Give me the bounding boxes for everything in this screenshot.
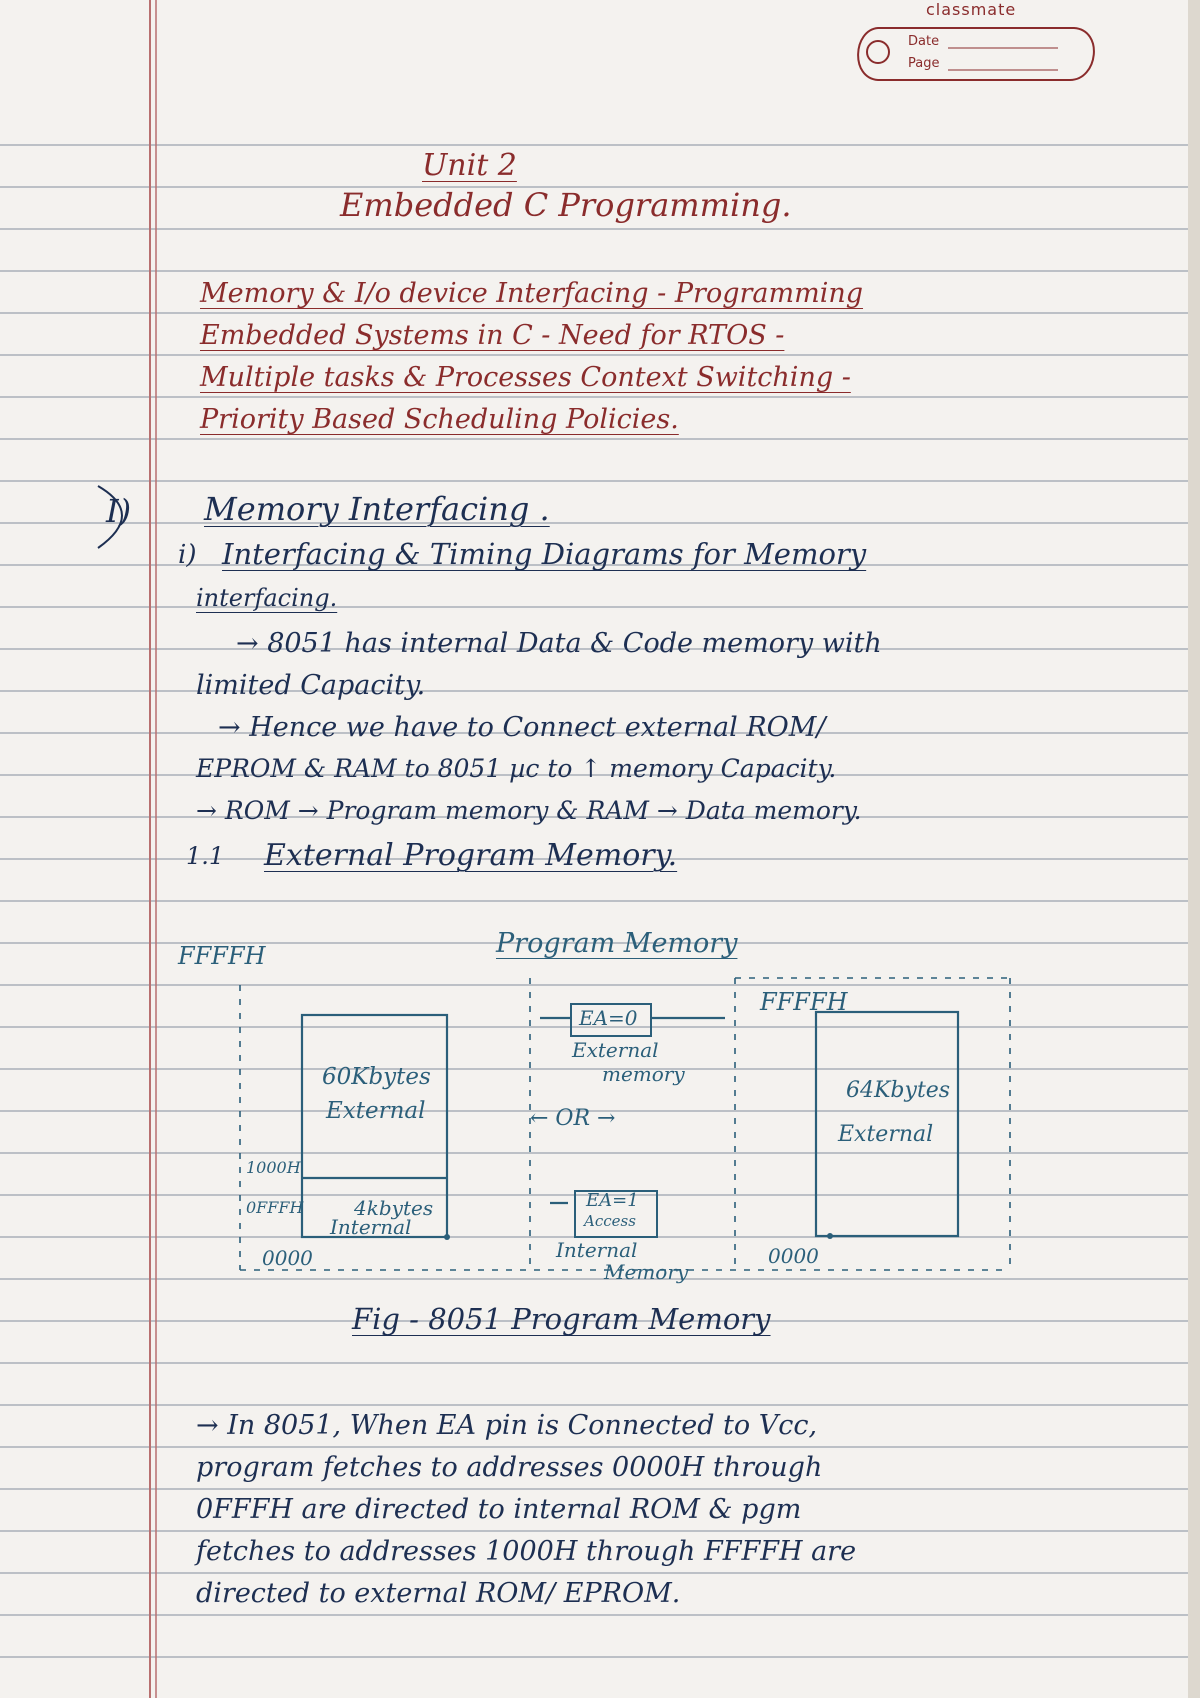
stamp-page-label: Page: [908, 56, 940, 71]
left-box-lower-line-2: Internal: [330, 1215, 412, 1239]
section-marker: I): [106, 492, 132, 530]
ea1-label-line-1: EA=1: [586, 1190, 639, 1211]
left-address-0fff: 0FFFH: [246, 1198, 304, 1217]
section-heading: Memory Interfacing .: [204, 490, 550, 528]
left-box-lower-line-1: 4kbytes: [354, 1196, 434, 1220]
right-address-0000: 0000: [768, 1244, 819, 1268]
right-top-address: FFFFH: [760, 988, 848, 1016]
external-memory-line-2: memory: [602, 1062, 685, 1086]
syllabus-line-1: Memory & I/o device Interfacing - Programming: [200, 278, 864, 309]
subheading-number: 1.1: [186, 842, 225, 870]
paragraph-line-5: directed to external ROM/ EPROM.: [196, 1578, 681, 1609]
subheading-text: External Program Memory.: [264, 838, 678, 873]
left-top-address: FFFFH: [178, 942, 266, 970]
paragraph-line-2: program fetches to addresses 0000H through: [196, 1452, 823, 1483]
syllabus-line-2: Embedded Systems in C - Need for RTOS -: [200, 320, 785, 351]
subsection-number: i): [178, 540, 197, 570]
note-line-3: → Hence we have to Connect external ROM/: [218, 712, 826, 743]
or-label: ← OR →: [530, 1106, 616, 1131]
paragraph-line-3: 0FFFH are directed to internal ROM & pgm: [196, 1494, 802, 1525]
unit-subtitle: Embedded C Programming.: [340, 186, 792, 224]
ea0-label: EA=0: [579, 1006, 638, 1030]
left-box-upper-line-1: 60Kbytes: [322, 1064, 431, 1090]
right-box-line-2: External: [838, 1122, 934, 1147]
paragraph-line-1: → In 8051, When EA pin is Connected to Vcc,: [196, 1410, 818, 1441]
stamp-brand: classmate: [926, 0, 1017, 19]
ea1-label-line-2: Access: [584, 1212, 636, 1230]
note-line-1: → 8051 has internal Data & Code memory with: [236, 628, 882, 659]
diagram-title: Program Memory: [496, 928, 738, 959]
left-box-upper-line-2: External: [326, 1098, 426, 1124]
stamp-date-label: Date: [908, 34, 940, 49]
subsection-line-1: Interfacing & Timing Diagrams for Memory: [222, 537, 867, 571]
figure-caption: Fig - 8051 Program Memory: [352, 1302, 771, 1336]
note-line-2: limited Capacity.: [196, 670, 426, 701]
internal-memory-line-2: Memory: [604, 1260, 689, 1284]
internal-memory-line-1: Internal: [556, 1238, 638, 1262]
left-address-0000: 0000: [262, 1246, 313, 1270]
note-line-5: → ROM → Program memory & RAM → Data memory.: [196, 796, 862, 825]
unit-title: Unit 2: [422, 148, 517, 183]
left-address-1000: 1000H: [246, 1158, 301, 1177]
syllabus-line-3: Multiple tasks & Processes Context Switching -: [200, 362, 851, 393]
paragraph-line-4: fetches to addresses 1000H through FFFFH are: [196, 1536, 857, 1567]
subsection-line-2: interfacing.: [196, 584, 338, 612]
external-memory-line-1: External: [572, 1038, 659, 1062]
note-line-4: EPROM & RAM to 8051 µc to ↑ memory Capacity.: [196, 754, 837, 783]
right-box-line-1: 64Kbytes: [846, 1078, 951, 1103]
syllabus-line-4: Priority Based Scheduling Policies.: [200, 404, 679, 435]
